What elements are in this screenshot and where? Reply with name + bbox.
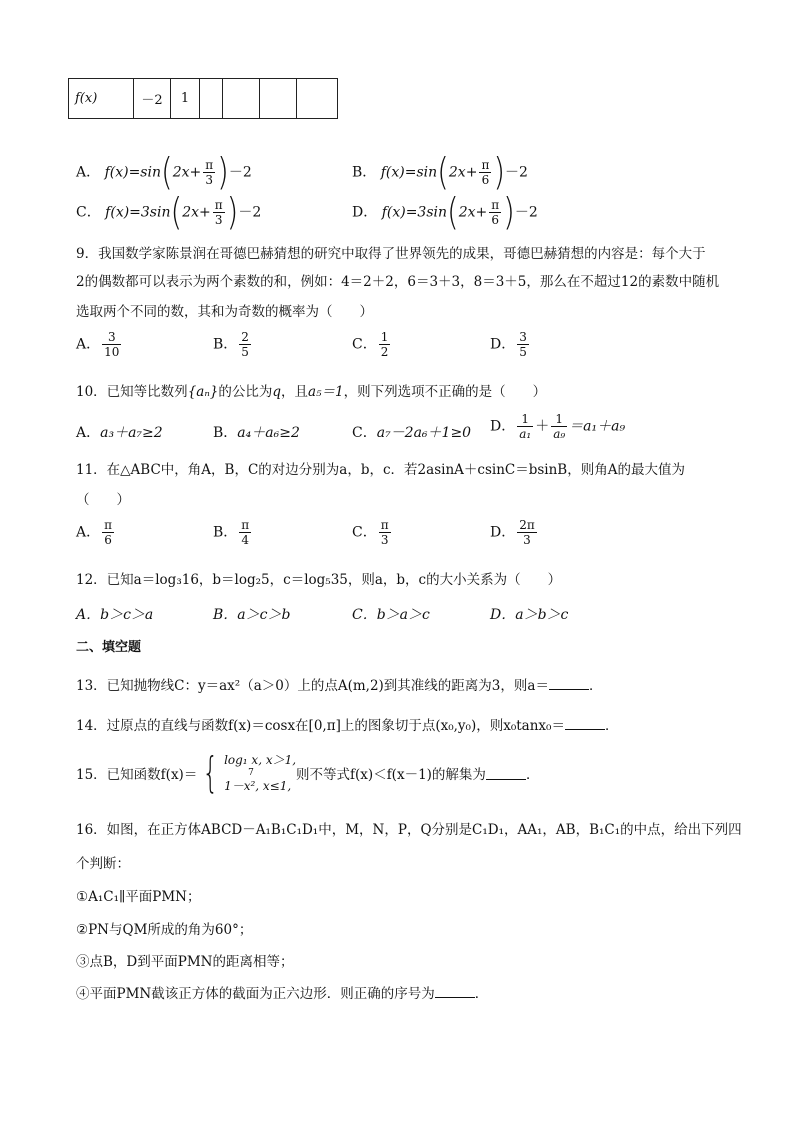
option-label: A． (76, 164, 101, 181)
q10-condition: a₅＝1 (308, 384, 344, 400)
q9-option-a (76, 330, 123, 359)
q11-option-c (352, 518, 393, 547)
period: ． (604, 718, 619, 734)
fraction (379, 518, 391, 547)
q16-item-4 (76, 982, 488, 1002)
q11-line-2: （ ） (76, 492, 130, 508)
q15-text: 15．已知函数f(x)＝ (76, 767, 198, 783)
option-formula: f(x)=sin (104, 164, 161, 181)
option-formula: a₄＋a₆≥2 (237, 425, 300, 441)
option-label: B． (352, 164, 377, 181)
table-cell: －2 (134, 79, 171, 119)
fraction-denominator: a₁ (519, 427, 532, 441)
fraction-denominator: a₉ (553, 427, 566, 441)
fraction-numerator: 2π (519, 518, 535, 532)
q16-item-3: ③点B，D到平面PMN的距离相等； (76, 954, 294, 970)
fraction-denominator: 6 (104, 533, 112, 547)
q13 (76, 674, 602, 694)
q16-item-4-text: ④平面PMN截该正方体的截面为正六边形．则正确的序号为 (76, 986, 435, 1002)
fraction-denominator: 3 (523, 533, 531, 547)
option-label: A． (76, 425, 101, 441)
answer-blank (486, 767, 526, 780)
q12-option-d: D．a＞b＞c (490, 607, 569, 623)
fraction (203, 158, 215, 187)
q10-option-b (213, 422, 300, 442)
fraction (379, 330, 391, 359)
value-table (68, 78, 338, 119)
option-label: A． (76, 336, 101, 353)
fraction (517, 330, 529, 359)
q11-line-1: 11．在△ABC中，角A，B，C的对边分别为a，b，c．若2asinA＋csinC＝bsinB，则角A的最大值为 (76, 462, 685, 478)
q10-sequence: {aₙ} (187, 384, 219, 400)
fraction-numerator: π (481, 158, 490, 172)
q10-stem-text: ，且 (281, 384, 309, 400)
answer-blank (565, 717, 605, 730)
fraction-numerator: 1 (517, 412, 533, 427)
left-brace: { (202, 748, 219, 797)
left-paren: ( (437, 150, 449, 194)
table-cell: 1 (171, 79, 200, 119)
fraction-numerator: 3 (519, 330, 527, 344)
left-paren: ( (447, 190, 459, 234)
fraction (213, 198, 225, 227)
case-2: 1－x², x≤1, (224, 779, 292, 793)
fraction-numerator: 2 (241, 330, 249, 344)
fraction-numerator: π (104, 518, 113, 532)
q11-option-b (213, 518, 253, 547)
answer-blank (435, 985, 475, 998)
q12-option-c: C．b＞a＞c (352, 607, 430, 623)
q16-line-1: 16．如图，在正方体ABCD－A₁B₁C₁D₁中，M，N，P，Q分别是C₁D₁，AA₁，AB，B₁C₁的中点，给出下列四 (76, 822, 742, 838)
fraction (517, 518, 537, 547)
option-label: D． (490, 418, 516, 435)
fraction-denominator: 5 (519, 345, 527, 359)
section-heading: 二、填空题 (76, 640, 142, 655)
q10-option-d: D． $\frac{1}{\text{a₁}}$ ＋ $\frac{1}{\text{a₉}}$ ＝a₁＋a₉ (490, 412, 626, 441)
q9-line-1: 9．我国数学家陈景润在哥德巴赫猜想的研究中取得了世界领先的成果，哥德巴赫猜想的内容是：每个大于 (76, 246, 706, 262)
case-1-base: 7 (248, 768, 254, 778)
option-formula: f(x)=3sin (381, 204, 448, 221)
q14 (76, 714, 618, 734)
fraction (479, 158, 491, 187)
q15-text-tail: 则不等式f(x)＜f(x－1)的解集为 (296, 767, 486, 783)
period: ． (474, 986, 489, 1002)
table-cell (297, 79, 338, 119)
period: ． (588, 678, 603, 694)
q12-option-b: B．a＞c＞b (213, 607, 291, 623)
table-row (69, 79, 338, 119)
q10-stem-text: 10．已知等比数列 (76, 384, 188, 400)
q9-line-2: 2的偶数都可以表示为两个素数的和，例如：4＝2＋2，6＝3＋3，8＝3＋5，那么在不超过12的素数中随机 (76, 274, 720, 290)
fraction (102, 518, 114, 547)
q10-stem-text: 的公比为 (218, 384, 273, 400)
fraction-denominator: 3 (205, 173, 214, 187)
option-formula-inner: 2x+ (172, 164, 202, 181)
option-formula-tail: －2 (238, 204, 262, 221)
case-1: log₁ x, x＞1, (224, 753, 297, 767)
fraction-denominator: 5 (241, 345, 249, 359)
option-formula: f(x)=3sin (105, 204, 171, 221)
option-formula-tail: －2 (514, 204, 538, 221)
option-formula-tail: －2 (228, 164, 252, 181)
fraction (551, 412, 567, 441)
option-formula: ＝a₁＋a₉ (569, 418, 626, 435)
option-label: C． (352, 524, 377, 541)
fraction-numerator: π (205, 158, 214, 172)
q12-stem: 12．已知a＝log₃16，b＝log₂5，c＝log₅35，则a，b，c的大小关系为（ ） (76, 572, 562, 588)
q10-option-a (76, 422, 163, 442)
option-formula: f(x)=sin (380, 164, 438, 181)
q16-line-2: 个判断： (76, 856, 130, 872)
fraction (489, 198, 501, 227)
fraction (517, 412, 533, 441)
q8-option-d (352, 190, 538, 234)
q13-text: 13．已知抛物线C：y＝ax²（a＞0）上的点A(m,2)到其准线的距离为3，则a＝ (76, 678, 549, 694)
q11-option-d (490, 518, 539, 547)
table-cell (260, 79, 297, 119)
option-label: B． (213, 336, 238, 353)
fraction (239, 330, 251, 359)
fraction-numerator: π (241, 518, 250, 532)
fraction-denominator: 2 (380, 345, 389, 359)
fraction-numerator: π (214, 198, 223, 212)
fraction-numerator: 3 (102, 330, 121, 345)
left-paren: ( (170, 190, 183, 234)
option-label: D． (490, 336, 516, 353)
q11-option-a (76, 518, 116, 547)
option-label: B． (213, 425, 238, 441)
q9-option-b (213, 330, 253, 359)
option-formula: a₇－2a₆＋1≥0 (376, 425, 472, 441)
fraction (102, 330, 121, 359)
option-label: D． (352, 204, 378, 221)
option-formula-tail: －2 (505, 164, 528, 181)
option-formula: a₃＋a₇≥2 (100, 425, 163, 441)
q8-option-c (76, 190, 262, 234)
fraction-numerator: π (380, 518, 389, 532)
piecewise-cases (224, 750, 296, 796)
option-formula-inner: 2x+ (448, 164, 478, 181)
fraction-denominator: 6 (491, 213, 500, 227)
option-label: C． (76, 204, 101, 221)
q9-line-3: 选取两个不同的数，其和为奇数的概率为（ ） (76, 304, 373, 320)
option-label: C． (352, 336, 377, 353)
q12-option-a: A．b＞c＞a (76, 607, 154, 623)
q9-option-c (352, 330, 392, 359)
option-formula-inner: 2x+ (458, 204, 488, 221)
q10-option-c (352, 422, 471, 442)
q10-stem-text: ，则下列选项不正确的是（ ） (343, 384, 547, 400)
q10-ratio: q (272, 384, 282, 400)
q9-option-d (490, 330, 531, 359)
table-header-cell: f(x) (69, 79, 134, 119)
right-paren: ) (493, 150, 506, 194)
q16-item-2: ②PN与QM所成的角为60°； (76, 922, 253, 938)
option-label: C． (352, 425, 377, 441)
right-paren: ) (503, 190, 515, 234)
option-formula-inner: 2x+ (182, 204, 211, 221)
q16-item-1: ①A₁C₁∥平面PMN； (76, 889, 201, 905)
fraction-denominator: 6 (481, 173, 490, 187)
q8-option-b (352, 150, 528, 194)
fraction-denominator: 3 (380, 533, 389, 547)
option-label: D． (490, 524, 516, 541)
table-cell (200, 79, 223, 119)
q8-option-a (76, 150, 252, 194)
q14-text: 14．过原点的直线与函数f(x)＝cosx在[0,π]上的图象切于点(x₀,y₀)，则x₀tanx₀＝ (76, 718, 565, 734)
left-paren: ( (161, 150, 173, 194)
right-paren: ) (226, 190, 239, 234)
table-cell (223, 79, 260, 119)
fraction-denominator: 4 (241, 533, 250, 547)
option-label: B． (213, 524, 238, 541)
answer-blank (549, 677, 589, 690)
fraction-denominator: 10 (104, 345, 120, 359)
right-paren: ) (217, 150, 229, 194)
q15 (76, 750, 539, 796)
fraction-numerator: π (491, 198, 500, 212)
period: ． (525, 767, 540, 783)
fraction-numerator: 1 (551, 412, 567, 427)
option-label: A． (76, 524, 101, 541)
fraction-numerator: 1 (380, 330, 389, 344)
fraction (239, 518, 251, 547)
q10-stem (76, 380, 546, 400)
fraction-denominator: 3 (214, 213, 223, 227)
